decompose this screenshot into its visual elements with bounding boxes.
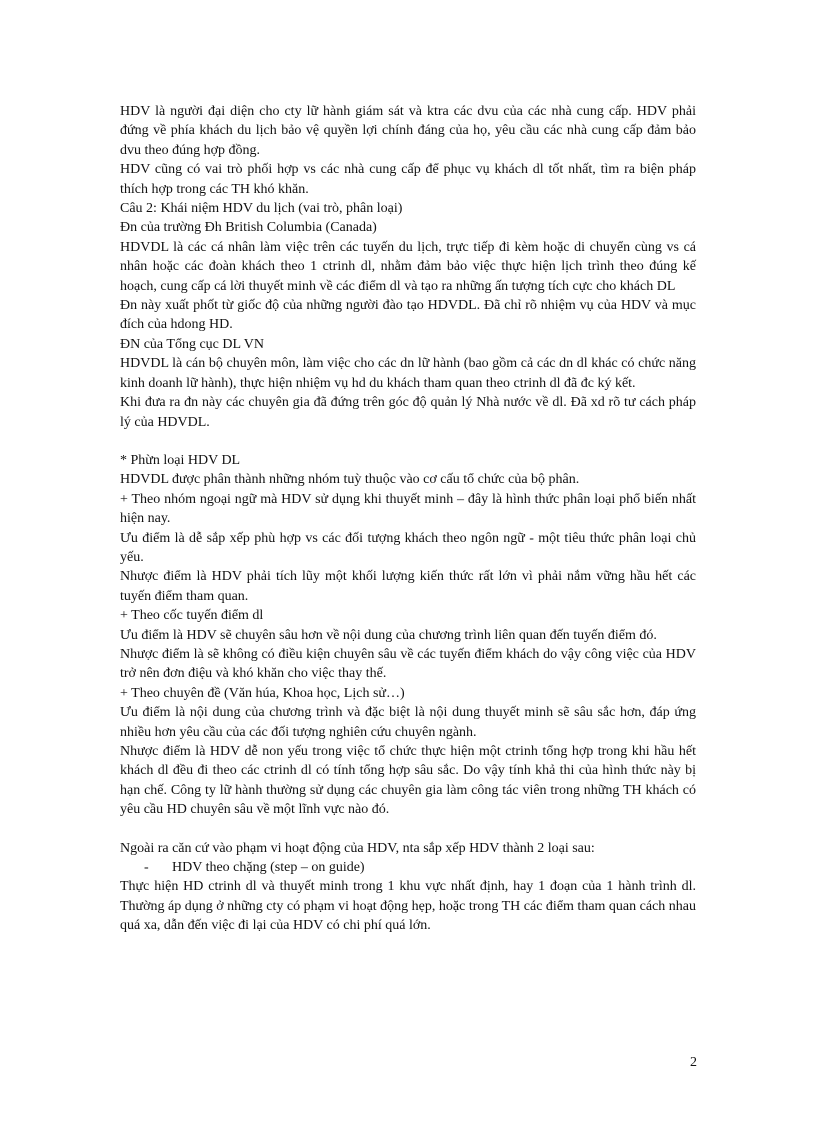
paragraph: Thực hiện HD ctrinh dl và thuyết minh trong 1 khu vực nhất định, hay 1 đoạn của 1 hành trình dl. Thường áp dụng ở những cty có phạm vi hoạt động hẹp, hoặc trong TH các điểm tham quan cách nhau quá xa, dẫn đến việc đi lại của HDV có chi phí quá lớn. [120, 879, 696, 934]
paragraph: Đn của trường Đh British Columbia (Canada) [120, 220, 377, 236]
paragraph: + Theo cốc tuyến điểm dl [120, 608, 264, 624]
paragraph: Ưu điểm là nội dung của chương trình và đặc biệt là nội dung thuyết minh sẽ sâu sắc hơn, đáp ứng nhiều hơn yêu cầu của các đối tượng nghiên cứu chuyên ngành. [120, 705, 696, 740]
paragraph: Ngoài ra căn cứ vào phạm vi hoạt động của HDV, nta sắp xếp HDV thành 2 loại sau: [120, 840, 595, 856]
paragraph: * Phừn loại HDV DL [120, 452, 241, 468]
blank-line [120, 820, 696, 839]
bullet-text: HDV theo chặng (step – on guide) [172, 860, 365, 876]
paragraph: HDV là người đại diện cho cty lữ hành giám sát và ktra các dvu của các nhà cung cấp. HDV phải đứng về phía khách du lịch bảo vệ quyền lợi chính đáng của họ, yêu cầu các nhà cung cấp đảm bảo dvu theo đúng hợp đồng. [120, 104, 696, 158]
paragraph: Nhược điểm là HDV phải tích lũy một khối lượng kiến thức rất lớn vì phải nắm vững hầu hết các tuyến điểm tham quan. [120, 569, 696, 604]
paragraph: HDVDL được phân thành những nhóm tuỳ thuộc vào cơ cấu tổ chức của bộ phân. [120, 472, 580, 488]
document-body [120, 102, 696, 936]
paragraph: + Theo chuyên đề (Văn húa, Khoa học, Lịch sử…) [120, 685, 405, 701]
paragraph: HDVDL là cán bộ chuyên môn, làm việc cho các dn lữ hành (bao gồm cả các dn dl khác có chức năng kinh doanh lữ hành), thực hiện nhiệm vụ hd du khách tham quan theo ctrinh dl đã đc ký kết. [120, 356, 696, 391]
bullet-item [120, 858, 696, 877]
page-number: 2 [690, 1055, 697, 1070]
bullet-mark: - [144, 860, 149, 876]
blank-line [120, 432, 696, 451]
paragraph: ĐN của Tổng cục DL VN [120, 336, 264, 352]
paragraph: Nhược điểm là sẽ không có điều kiện chuyên sâu về các tuyến điểm khách do vậy công việc của HDV trở nên đơn điệu và khó khăn cho việc thay thế. [120, 646, 696, 682]
paragraph: Câu 2: Khái niệm HDV du lịch (vai trò, phân loại) [120, 201, 403, 217]
paragraph: HDVDL là các cá nhân làm việc trên các tuyến du lịch, trực tiếp đi kèm hoặc di chuyển cùng vs cá nhân hoặc các đoàn khách theo 1 ctrinh dl, nhằm đảm bảo việc thực hiện lịch trình theo đúng kế hoạch, cung cấp cá lời thuyết minh về các điểm dl và tạo ra những ấn tượng tích cực cho khách DL [120, 239, 696, 294]
paragraph: Ưu điểm là HDV sẽ chuyên sâu hơn về nội dung của chương trình liên quan đến tuyến điểm đó. [120, 627, 657, 643]
paragraph: Ưu điểm là dễ sắp xếp phù hợp vs các đối tượng khách theo ngôn ngữ - một tiêu thức phân loại chủ yếu. [120, 530, 696, 565]
paragraph: Nhược điểm là HDV dễ non yếu trong việc tổ chức thực hiện một ctrinh tổng hợp trong khi hầu hết khách dl đều đi theo các ctrinh dl có tính tổng hợp sâu sắc. Do vậy tính khả thi của hình thức này bị hạn chế. Công ty lữ hành thường sử dụng các chuyên gia làm công tác viên trong những TH khách có yêu cầu HD chuyên sâu về một lĩnh vực nào đó. [120, 744, 696, 818]
paragraph: Đn này xuất phốt từ giốc độ của những người đào tạo HDVDL. Đã chỉ rõ nhiệm vụ của HDV và mục đích của hdong HD. [120, 298, 696, 333]
paragraph: + Theo nhóm ngoại ngữ mà HDV sử dụng khi thuyết minh – đây là hình thức phân loại phổ biến nhất hiện nay. [120, 491, 696, 527]
paragraph: HDV cũng có vai trò phối hợp vs các nhà cung cấp để phục vụ khách dl tốt nhất, tìm ra biện pháp thích hợp trong các TH khó khăn. [120, 162, 696, 197]
paragraph: Khi đưa ra đn này các chuyên gia đã đứng trên góc độ quản lý Nhà nước về dl. Đã xd rõ tư cách pháp lý của HDVDL. [120, 395, 696, 430]
